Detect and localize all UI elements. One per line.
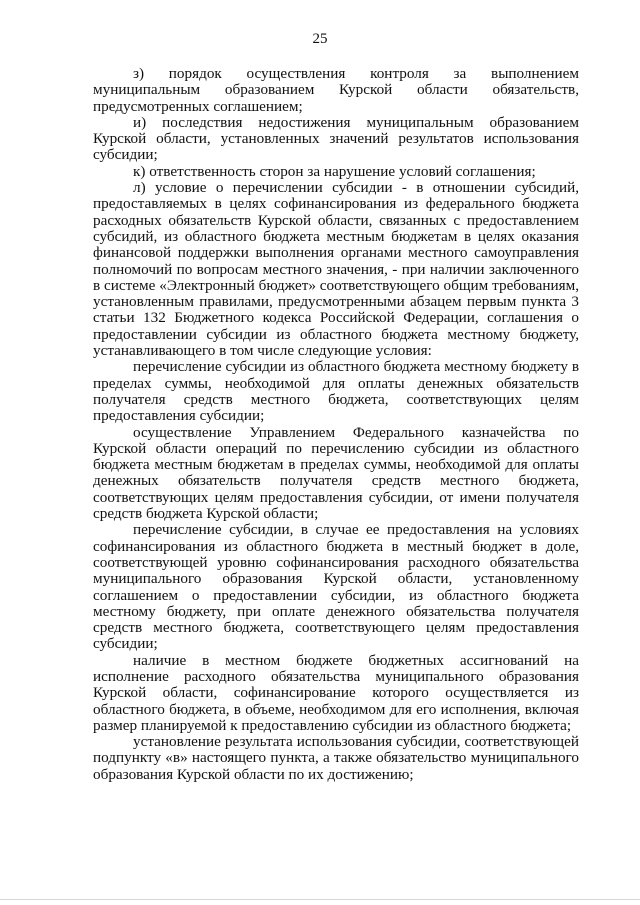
paragraph-i: и) последствия недостижения муниципальным образованием Курской области, установленных значений результатов использования субсидии; [93, 113, 579, 164]
condition-cofinancing-share: перечисление субсидии, в случае ее предоставления на условиях софинансирования из областного бюджета в местный бюджет в доле, соответствующей уровню софинансирования расходного обязательства муниципального образования Курской области, установленному соглашением о предоставлении субсидии, из областного бюджета местному бюджету, при оплате денежного обязательства получателя средств местного бюджета, соответствующего целям предоставления субсидии; [93, 521, 579, 653]
page-bottom-rule [0, 899, 640, 900]
paragraph-z: з) порядок осуществления контроля за выполнением муниципальным образованием Курской области обязательств, предусмотренных соглашением; [93, 65, 579, 115]
paragraph-k: к) ответственность сторон за нарушение условий соглашения; [133, 162, 536, 180]
condition-treasury-operations: осуществление Управлением Федерального казначейства по Курской области операций по перечислению субсидии из областного бюджета местным бюджетам в пределах суммы, необходимой для оплаты денежных обязательств получателя средств местного бюджета, соответствующих целям предоставления субсидии, от имени получателя средств бюджета Курской области; [93, 423, 579, 523]
page-number: 25 [312, 31, 328, 47]
condition-budget-allocations: наличие в местном бюджете бюджетных ассигнований на исполнение расходного обязательства муниципального образования Курской области, софинансирование которого осуществляется из областного бюджета, в объеме, необходимом для его исполнения, включая размер планируемой к предоставлению субсидии из областного бюджета; [93, 651, 579, 734]
condition-transfer-within-limit: перечисление субсидии из областного бюджета местному бюджету в пределах суммы, необходимой для оплаты денежных обязательств получателя средств местного бюджета, соответствующих целям предоставления субсидии; [93, 358, 579, 425]
condition-result-establishment: установление результата использования субсидии, соответствующей подпункту «в» настоящего пункта, а также обязательство муниципального образования Курской области по их достижению; [93, 733, 579, 783]
document-body [93, 66, 579, 783]
paragraph-l: л) условие о перечислении субсидии - в отношении субсидий, предоставляемых в целях софинансирования из федерального бюджета расходных обязательств Курской области, связанных с предоставлением субсидий, из областного бюджета местным бюджетам в целях оказания финансовой поддержки выполнения органами местного самоуправления полномочий по вопросам местного значения, - при наличии заключенного в системе «Электронный бюджет» соответствующего общим требованиям, установленным правилами, предусмотренными абзацем первым пункта 3 статьи 132 Бюджетного кодекса Российской Федерации, соглашения о предоставлении субсидии из областного бюджета местному бюджету, устанавливающего в том числе следующие условия: [93, 179, 579, 360]
